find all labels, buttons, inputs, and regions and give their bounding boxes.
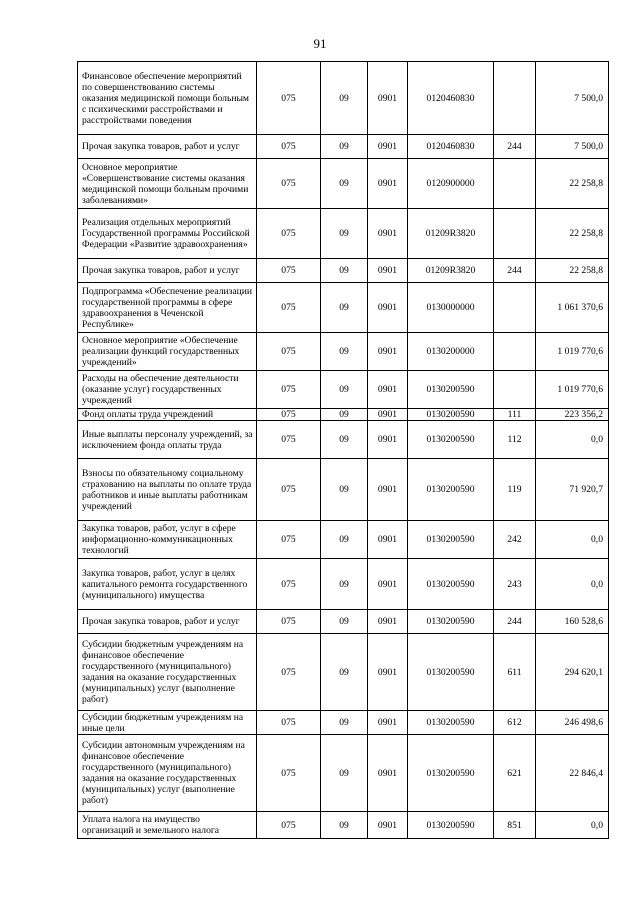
cell-sum: 294 620,1: [536, 634, 609, 711]
cell-pr: 0901: [368, 634, 408, 711]
table-row: [78, 459, 609, 521]
cell-sum: 7 500,0: [536, 62, 609, 135]
cell-rz: 09: [321, 159, 368, 209]
cell-pr: 0901: [368, 283, 408, 333]
table-row: [78, 283, 609, 333]
cell-sum: 22 258,8: [536, 209, 609, 259]
cell-sum: 0,0: [536, 521, 609, 559]
cell-vr: 111: [494, 409, 536, 421]
cell-csr: 01209R3820: [408, 259, 494, 283]
cell-csr: 0130200590: [408, 371, 494, 409]
cell-name: Реализация отдельных мероприятий Государственной программы Российской Федерации «Развитие здравоохранения»: [78, 209, 257, 259]
cell-name: Уплата налога на имущество организаций и земельного налога: [78, 812, 257, 839]
cell-vr: 611: [494, 634, 536, 711]
cell-vr: 244: [494, 610, 536, 634]
cell-rz: 09: [321, 521, 368, 559]
cell-rz: 09: [321, 735, 368, 812]
cell-name: Фонд оплаты труда учреждений: [78, 409, 257, 421]
table-row: [78, 259, 609, 283]
cell-pr: 0901: [368, 409, 408, 421]
cell-pr: 0901: [368, 711, 408, 735]
cell-csr: 0130200590: [408, 812, 494, 839]
cell-ved: 075: [257, 421, 321, 459]
cell-pr: 0901: [368, 333, 408, 371]
cell-vr: 242: [494, 521, 536, 559]
cell-csr: 01209R3820: [408, 209, 494, 259]
table-row: [78, 559, 609, 610]
cell-vr: 621: [494, 735, 536, 812]
cell-sum: 71 920,7: [536, 459, 609, 521]
cell-sum: 0,0: [536, 559, 609, 610]
budget-table-body: [78, 62, 609, 839]
cell-sum: 160 528,6: [536, 610, 609, 634]
cell-ved: 075: [257, 62, 321, 135]
cell-vr: [494, 333, 536, 371]
cell-sum: 22 846,4: [536, 735, 609, 812]
cell-rz: 09: [321, 209, 368, 259]
cell-csr: 0120460830: [408, 62, 494, 135]
table-row: [78, 409, 609, 421]
table-row: [78, 62, 609, 135]
budget-table: [77, 61, 609, 839]
cell-ved: 075: [257, 283, 321, 333]
table-row: [78, 610, 609, 634]
cell-name: Субсидии автономным учреждениям на финансовое обеспечение государственного (муниципального) задания на оказание государственных (муниципальных) услуг (выполнение работ): [78, 735, 257, 812]
cell-rz: 09: [321, 711, 368, 735]
cell-ved: 075: [257, 259, 321, 283]
cell-csr: 0120460830: [408, 135, 494, 159]
cell-name: Прочая закупка товаров, работ и услуг: [78, 259, 257, 283]
cell-pr: 0901: [368, 159, 408, 209]
table-row: [78, 159, 609, 209]
table-row: [78, 371, 609, 409]
table-row: [78, 634, 609, 711]
table-row: [78, 812, 609, 839]
table-row: [78, 209, 609, 259]
cell-rz: 09: [321, 610, 368, 634]
cell-csr: 0130200590: [408, 559, 494, 610]
cell-name: Закупка товаров, работ, услуг в целях капитального ремонта государственного (муниципального) имущества: [78, 559, 257, 610]
cell-rz: 09: [321, 333, 368, 371]
cell-name: Основное мероприятие «Совершенствование системы оказания медицинской помощи больным прочими заболеваниями»: [78, 159, 257, 209]
cell-csr: 0130200590: [408, 409, 494, 421]
cell-sum: 1 019 770,6: [536, 371, 609, 409]
cell-rz: 09: [321, 559, 368, 610]
cell-csr: 0130200590: [408, 459, 494, 521]
cell-ved: 075: [257, 371, 321, 409]
cell-ved: 075: [257, 409, 321, 421]
cell-name: Субсидии бюджетным учреждениям на финансовое обеспечение государственного (муниципального) задания на оказание государственных (муниципальных) услуг (выполнение работ): [78, 634, 257, 711]
cell-sum: 22 258,8: [536, 259, 609, 283]
cell-vr: 851: [494, 812, 536, 839]
cell-pr: 0901: [368, 459, 408, 521]
cell-vr: 243: [494, 559, 536, 610]
cell-ved: 075: [257, 521, 321, 559]
cell-pr: 0901: [368, 421, 408, 459]
cell-vr: 612: [494, 711, 536, 735]
cell-vr: [494, 159, 536, 209]
cell-ved: 075: [257, 711, 321, 735]
cell-pr: 0901: [368, 135, 408, 159]
cell-ved: 075: [257, 559, 321, 610]
cell-sum: 1 019 770,6: [536, 333, 609, 371]
table-row: [78, 521, 609, 559]
cell-csr: 0130200590: [408, 735, 494, 812]
cell-csr: 0130200590: [408, 521, 494, 559]
cell-csr: 0130000000: [408, 283, 494, 333]
cell-vr: [494, 209, 536, 259]
cell-sum: 223 356,2: [536, 409, 609, 421]
cell-pr: 0901: [368, 62, 408, 135]
cell-ved: 075: [257, 634, 321, 711]
cell-pr: 0901: [368, 559, 408, 610]
cell-pr: 0901: [368, 610, 408, 634]
cell-name: Субсидии бюджетным учреждениям на иные цели: [78, 711, 257, 735]
table-row: [78, 735, 609, 812]
cell-rz: 09: [321, 283, 368, 333]
cell-ved: 075: [257, 459, 321, 521]
cell-sum: 0,0: [536, 421, 609, 459]
cell-ved: 075: [257, 209, 321, 259]
cell-sum: 246 498,6: [536, 711, 609, 735]
cell-sum: 22 258,8: [536, 159, 609, 209]
cell-pr: 0901: [368, 812, 408, 839]
cell-name: Расходы на обеспечение деятельности (оказание услуг) государственных учреждений: [78, 371, 257, 409]
cell-csr: 0130200590: [408, 421, 494, 459]
cell-pr: 0901: [368, 735, 408, 812]
cell-sum: 1 061 370,6: [536, 283, 609, 333]
cell-name: Иные выплаты персоналу учреждений, за исключением фонда оплаты труда: [78, 421, 257, 459]
cell-ved: 075: [257, 812, 321, 839]
cell-name: Основное мероприятие «Обеспечение реализации функций государственных учреждений»: [78, 333, 257, 371]
cell-rz: 09: [321, 371, 368, 409]
cell-pr: 0901: [368, 371, 408, 409]
cell-ved: 075: [257, 135, 321, 159]
cell-sum: 7 500,0: [536, 135, 609, 159]
cell-name: Подпрограмма «Обеспечение реализации государственной программы в сфере здравоохранения в Чеченской Республике»: [78, 283, 257, 333]
cell-vr: 244: [494, 259, 536, 283]
cell-rz: 09: [321, 634, 368, 711]
cell-vr: 244: [494, 135, 536, 159]
cell-rz: 09: [321, 135, 368, 159]
cell-name: Закупка товаров, работ, услуг в сфере информационно-коммуникационных технологий: [78, 521, 257, 559]
cell-name: Финансовое обеспечение мероприятий по совершенствованию системы оказания медицинской помощи больным с психическими расстройствами и расстройствами поведения: [78, 62, 257, 135]
cell-rz: 09: [321, 459, 368, 521]
cell-pr: 0901: [368, 521, 408, 559]
cell-csr: 0130200590: [408, 711, 494, 735]
cell-pr: 0901: [368, 209, 408, 259]
cell-rz: 09: [321, 421, 368, 459]
cell-rz: 09: [321, 812, 368, 839]
cell-csr: 0120900000: [408, 159, 494, 209]
cell-name: Прочая закупка товаров, работ и услуг: [78, 610, 257, 634]
cell-ved: 075: [257, 735, 321, 812]
cell-vr: [494, 283, 536, 333]
table-row: [78, 135, 609, 159]
cell-ved: 075: [257, 159, 321, 209]
cell-sum: 0,0: [536, 812, 609, 839]
cell-csr: 0130200000: [408, 333, 494, 371]
cell-vr: 112: [494, 421, 536, 459]
page-number: 91: [313, 36, 327, 51]
cell-pr: 0901: [368, 259, 408, 283]
table-row: [78, 711, 609, 735]
table-row: [78, 333, 609, 371]
cell-ved: 075: [257, 333, 321, 371]
cell-csr: 0130200590: [408, 634, 494, 711]
table-row: [78, 421, 609, 459]
cell-csr: 0130200590: [408, 610, 494, 634]
cell-rz: 09: [321, 259, 368, 283]
cell-ved: 075: [257, 610, 321, 634]
cell-vr: [494, 371, 536, 409]
cell-rz: 09: [321, 409, 368, 421]
cell-name: Прочая закупка товаров, работ и услуг: [78, 135, 257, 159]
cell-vr: 119: [494, 459, 536, 521]
cell-vr: [494, 62, 536, 135]
cell-rz: 09: [321, 62, 368, 135]
cell-name: Взносы по обязательному социальному страхованию на выплаты по оплате труда работников и иные выплаты работникам учреждений: [78, 459, 257, 521]
